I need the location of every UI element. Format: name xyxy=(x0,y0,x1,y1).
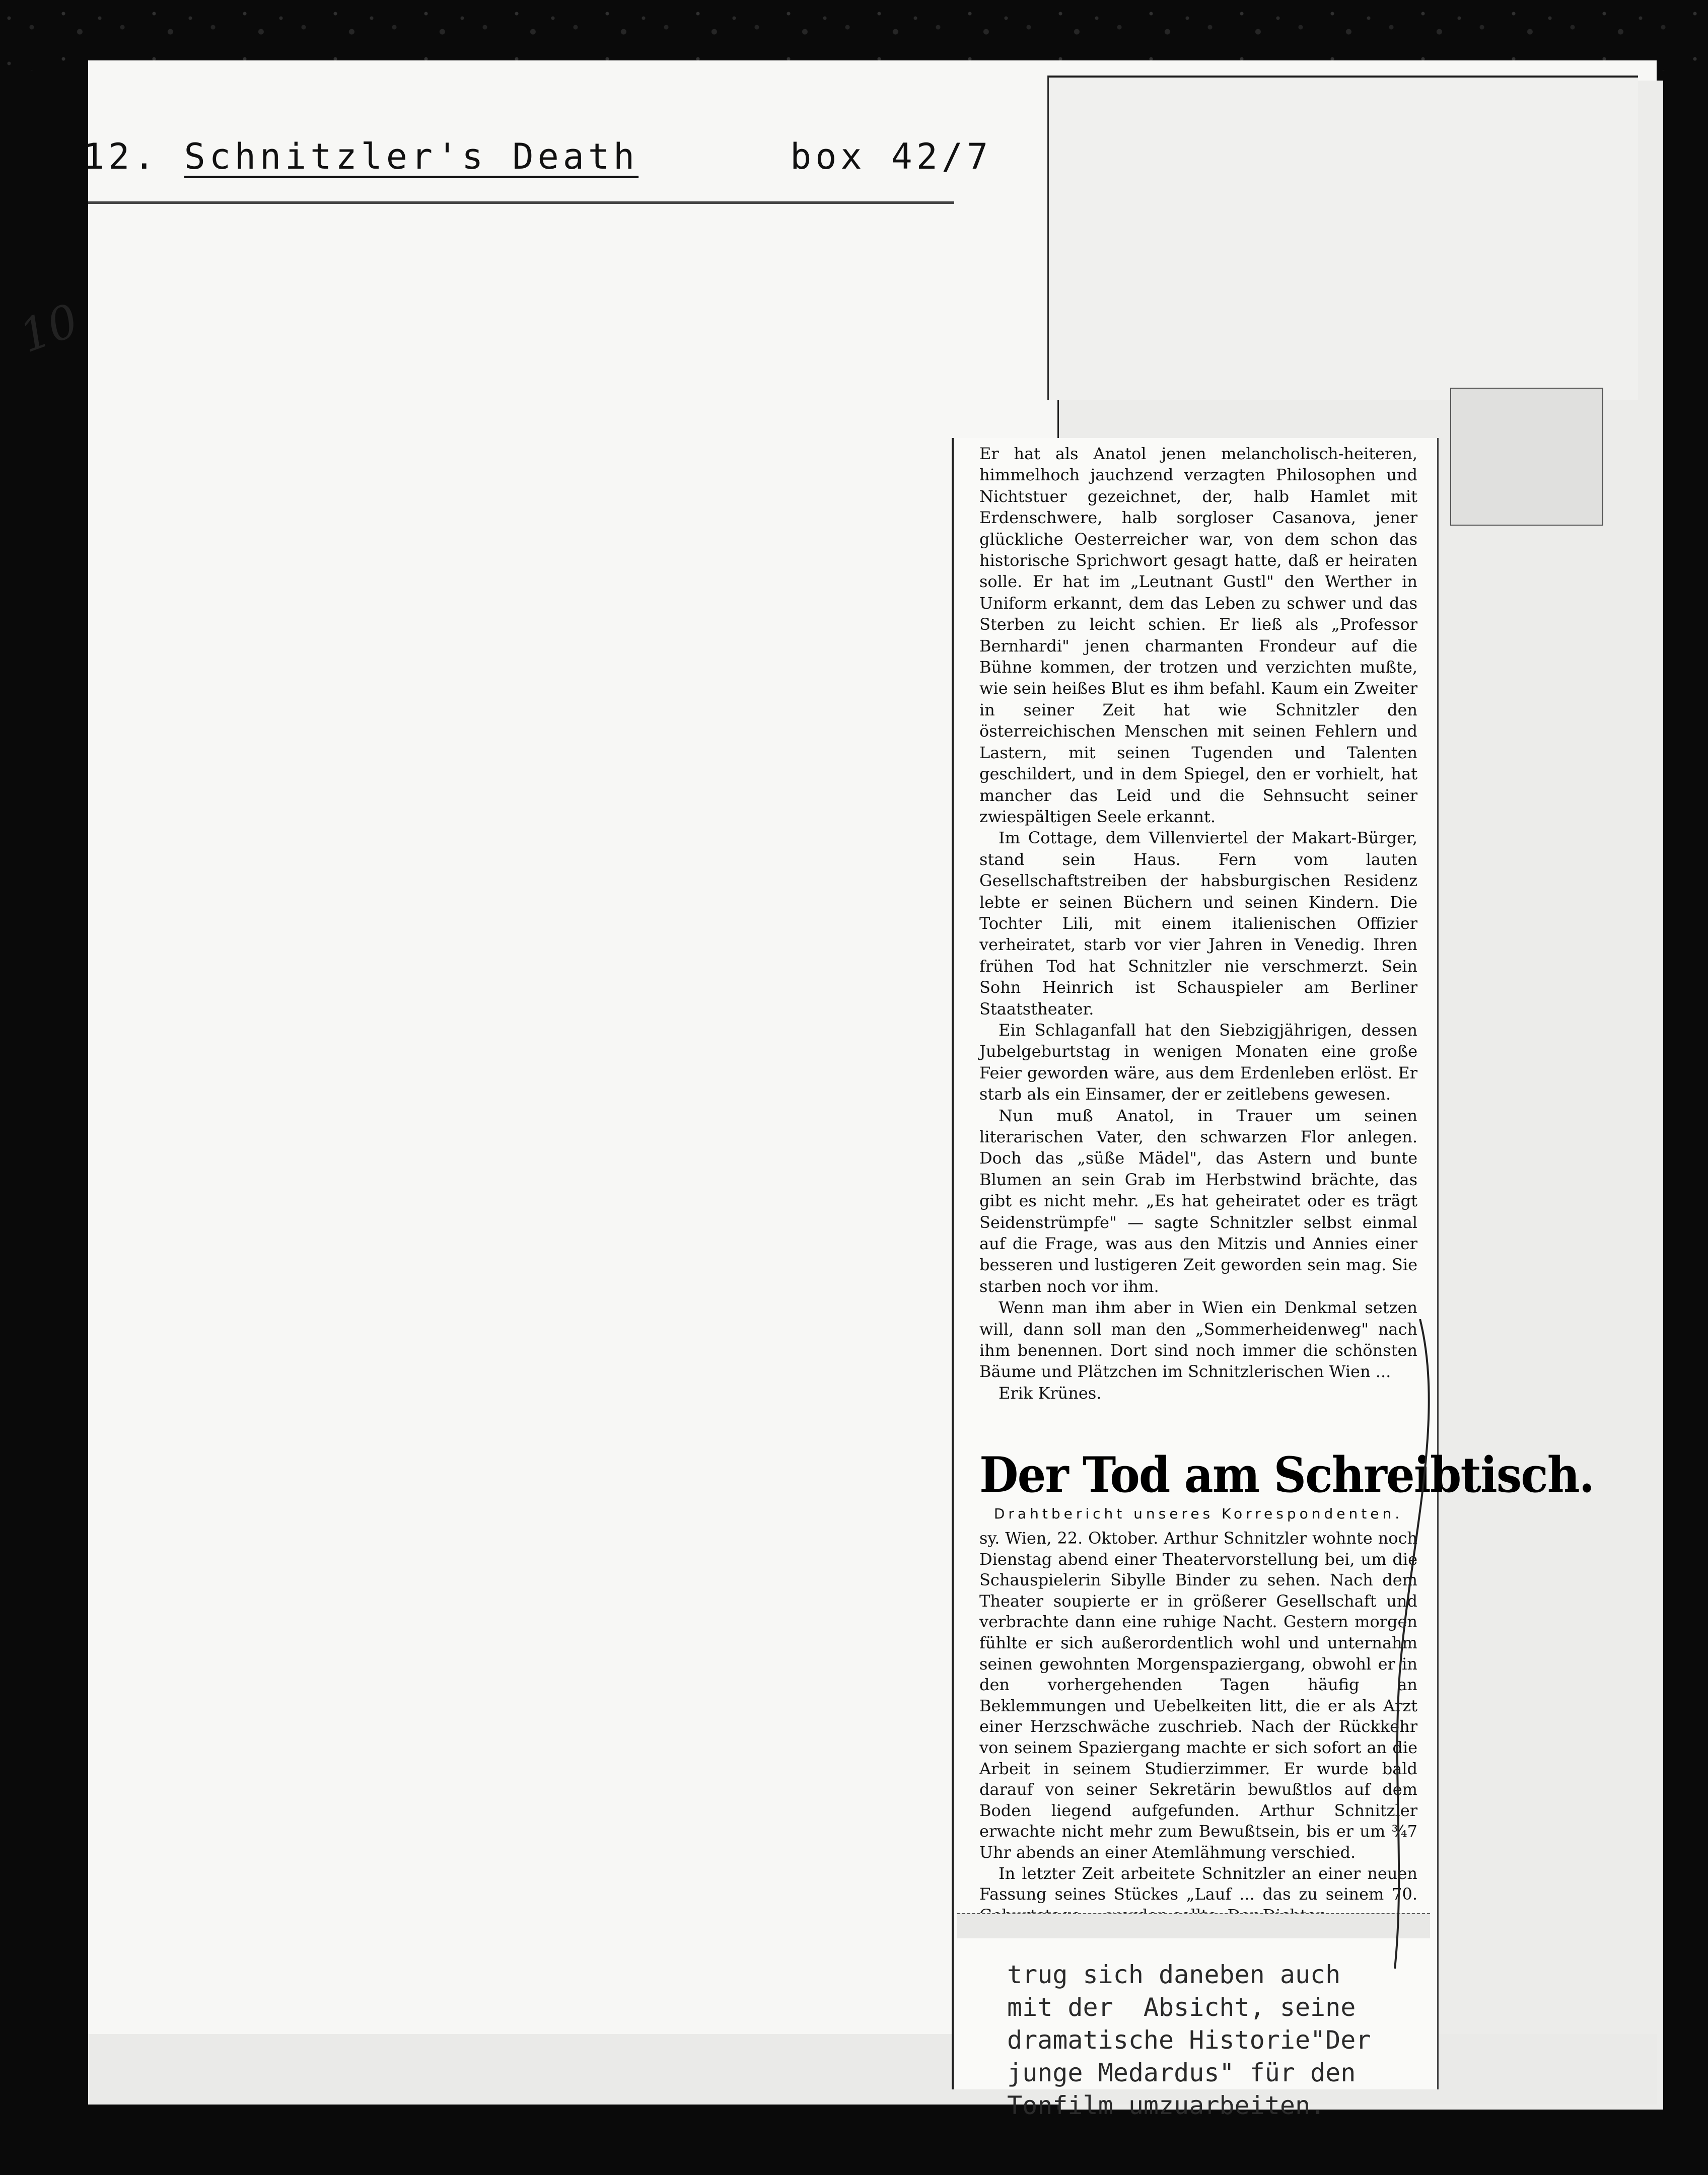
pencil-mark xyxy=(1390,1319,1450,1974)
typed-line: Tonfilm umzuarbeiten. xyxy=(1007,2091,1326,2120)
article1-paragraph: Im Cottage, dem Villenviertel der Makart-Bürger, stand sein Haus. Fern vom lauten Gesellschaftstreiben der habsburgischen Residenz lebte er seinen Büchern und seinen Kindern. Die Tochter Lili, mit einem italienischen Offizier verheiratet, starb vor vier Jahren in Venedig. Ihren frühen Tod hat Schnitzler nie verschmerzt. Sein Sohn Heinrich ist Schauspieler am Berliner Staatstheater. xyxy=(979,828,1417,1019)
article2-paragraph: sy. Wien, 22. Oktober. Arthur Schnitzler wohnte noch Dienstag abend einer Theatervorstellung bei, um die Schauspielerin Sibylle Binder zu sehen. Nach dem Theater soupierte er in größerer Gesellschaft und verbrachte dann eine ruhige Nacht. Gestern morgen fühlte er sich außerordentlich wohl und unternahm seinen gewohnten Morgenspaziergang, obwohl er in den vorhergehenden Tagen häufig an Beklemmungen und Uebelkeiten litt, die er als Arzt einer Herzschwäche zuschrieb. Nach der Rückkehr von seinem Spaziergang machte er sich sofort an die Arbeit in seinem Studierzimmer. Er wurde bald darauf von seiner Sekretärin bewußtlos auf dem Boden liegend aufgefunden. Arthur Schnitzler erwachte nicht mehr zum Bewußtsein, bis er um ¾7 Uhr abends an einer Atemlähmung verschied. xyxy=(979,1529,1417,1862)
article1-paragraph: Er hat als Anatol jenen melancholisch-heiteren, himmelhoch jauchzend verzagten Philosophen und Nichtstuer gezeichnet, der, halb Hamlet mit Erdenschwere, halb sorgloser Casanova, jener glückliche Oesterreicher war, von dem schon das historische Sprichwort gesagt hatte, daß er heiraten solle. Er hat im „Leutnant Gustl" den Werther in Uniform erkannt, dem das Leben zu schwer und das Sterben zu leicht schien. Er ließ als „Professor Bernhardi" jenen charmanten Frondeur auf die Bühne kommen, der trotzen und verzichten mußte, wie sein heißes Blut es ihm befahl. Kaum ein Zweiter in seiner Zeit hat wie Schnitzler den österreichischen Menschen mit seinen Fehlern und Lastern, mit seinen Tugenden und Talenten geschildert, und in dem Spiegel, den er vorhielt, hat mancher das Leid und die Sehnsucht seiner zwiespältigen Seele erkannt. xyxy=(979,444,1417,826)
article-column-2 xyxy=(979,1528,1417,1926)
header-divider xyxy=(88,201,954,204)
margin-note: 10 xyxy=(13,294,86,364)
typed-line: trug sich daneben auch xyxy=(1007,1960,1341,1989)
article1-paragraph: Wenn man ihm aber in Wien ein Denkmal setzen will, dann soll man den „Sommerheidenweg" nach ihm benennen. Dort sind noch immer die schönsten Bäume und Plätzchen im Schnitzlerischen Wien ... xyxy=(979,1298,1417,1382)
folded-paper-strip xyxy=(1047,76,1638,400)
article1-paragraph: Ein Schlaganfall hat den Siebzigjährigen, dessen Jubelgeburtstag in wenigen Monaten eine große Feier geworden wäre, aus dem Erdenleben erlöst. Er starb als ein Einsamer, der er zeitlebens gewesen. xyxy=(979,1020,1417,1104)
article1-paragraph: Nun muß Anatol, in Trauer um seinen literarischen Vater, den schwarzen Flor anlegen. Doch das „süße Mädel", das Astern und bunte Blumen an sein Grab im Herbstwind brächte, das gibt es nicht mehr. „Es hat geheiratet oder es trägt Seidenstrümpfe" — sagte Schnitzler selbst einmal auf die Frage, was aus den Mitzis und Annies einer besseren und lustigeren Zeit geworden sein mag. Sie starben noch vor ihm. xyxy=(979,1106,1417,1296)
typed-line: dramatische Historie"Der xyxy=(1007,2025,1371,2055)
article2-subhead: Drahtbericht unseres Korrespondenten. xyxy=(993,1505,1403,1522)
typed-line: mit der Absicht, seine xyxy=(1007,1993,1356,2022)
archive-header xyxy=(83,136,992,177)
header-box: box 42/7 xyxy=(790,136,992,177)
clipping-cut-edge xyxy=(957,1913,1430,1938)
paper-scrap xyxy=(1450,388,1603,526)
article-column-1 xyxy=(979,443,1417,1404)
typed-line: junge Medardus" für den xyxy=(1007,2058,1356,2087)
article1-author: Erik Krünes. xyxy=(999,1383,1102,1403)
typed-note xyxy=(1007,1959,1460,2122)
header-number: 12. xyxy=(83,136,159,177)
header-title: Schnitzler's Death xyxy=(184,136,639,177)
article2-headline: Der Tod am Schreibtisch. xyxy=(979,1446,1594,1503)
film-border-noise xyxy=(0,0,1708,70)
article2-paragraph: In letzter Zeit arbeitete Schnitzler an einer neuen Fassung seines Stückes „Lauf ... das zu seinem 70. xyxy=(979,1863,1417,1904)
